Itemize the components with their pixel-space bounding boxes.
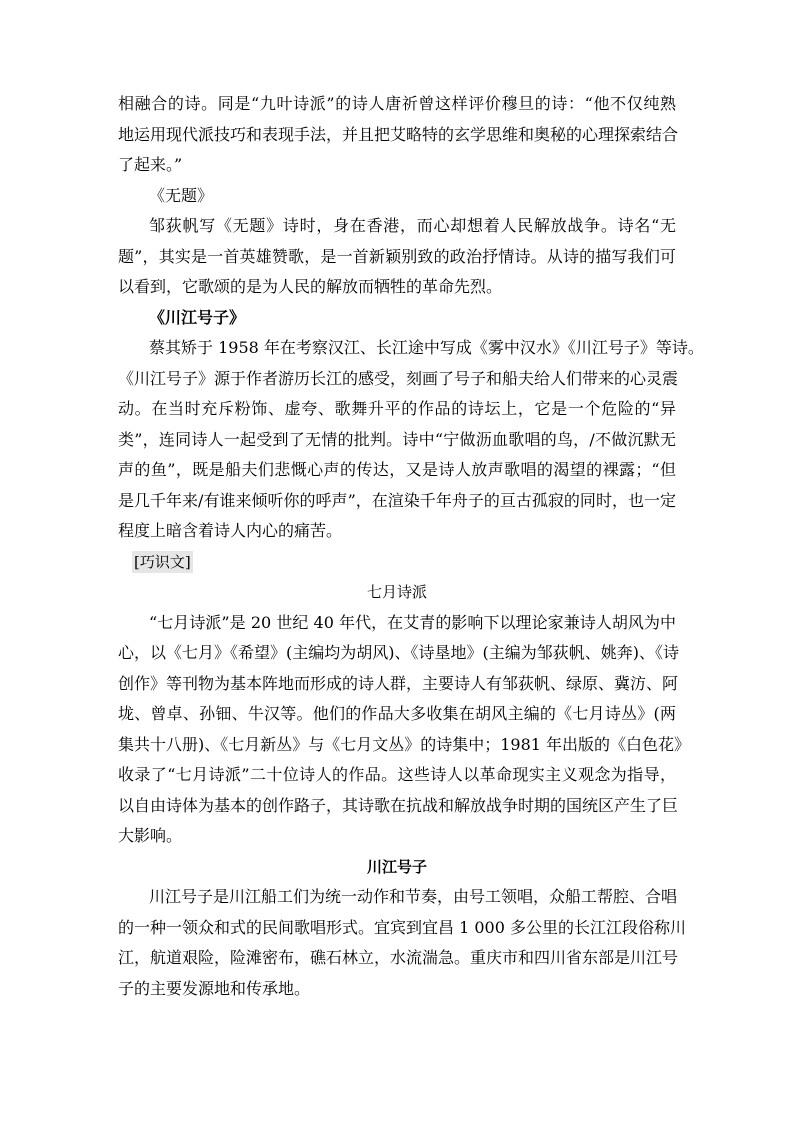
text-line: 程度上暗含着诗人内心的痛苦。 <box>118 521 343 540</box>
tag-row <box>118 547 676 578</box>
text-line: 江，航道艰险，险滩密布，礁石林立，水流湍急。重庆市和四川省东部是川江号 <box>118 948 679 967</box>
text-line: 集共十八册)、《七月新丛》与《七月文丛》的诗集中；1981 年出版的《白色花》 <box>118 734 691 754</box>
text-line: 川江号子是川江船工们为统一动作和节奏，由号工领唱，众船工帮腔、合唱 <box>149 887 678 906</box>
text-line: 地运用现代派技巧和表现手法，并且把艾略特的玄学思维和奥秘的心理探索结合 <box>118 124 679 144</box>
text-line: 收录了“七月诗派”二十位诗人的作品。这些诗人以革命现实主义观念为指导， <box>118 765 676 784</box>
text-line: 相融合的诗。同是“九叶诗派”的诗人唐祈曾这样评价穆旦的诗：“他不仅纯熟 <box>118 94 676 113</box>
heading-haozi: 川江号子 <box>366 857 427 876</box>
heading-qiyue: 七月诗派 <box>366 583 427 601</box>
text-line: 大影响。 <box>118 826 183 845</box>
section-title-chuanjiang: 《川江号子》 <box>149 307 246 327</box>
text-line: 以看到，它歌颂的是为人民的解放而牺牲的革命先烈。 <box>118 277 503 296</box>
text-line: 创作》等刊物为基本阵地而形成的诗人群，主要诗人有邹荻帆、绿原、冀汸、阿 <box>118 673 679 693</box>
text-line: 的一种一领众和式的民间歌唱形式。宜宾到宜昌 1 000 多公里的长江江段俗称川 <box>118 917 686 937</box>
text-line: 动。在当时充斥粉饰、虚夸、歌舞升平的作品的诗坛上，它是一个危险的“异 <box>118 399 676 418</box>
text-line: “七月诗派”是 20 世纪 40 年代，在艾青的影响下以理论家兼诗人胡风为中 <box>149 612 676 632</box>
text-line: 心，以《七月》《希望》(主编均为胡风)、《诗垦地》(主编为邹荻帆、姚奔)、《诗 <box>118 643 679 662</box>
text-line: 邹荻帆写《无题》诗时，身在香港，而心却想着人民解放战争。诗名“无 <box>149 216 676 235</box>
text-line: 子的主要发源地和传承地。 <box>118 978 311 998</box>
text-line: 垅、曾卓、孙钿、牛汉等。他们的作品大多收集在胡风主编的《七月诗丛》(两 <box>118 704 676 723</box>
text-line: 题”，其实是一首英雄赞歌，是一首新颖别致的政治抒情诗。从诗的描写我们可 <box>118 246 676 266</box>
text-line: 了起来。” <box>118 155 183 174</box>
text-line: 声的鱼”，既是船夫们悲慨心声的传达，又是诗人放声歌唱的渴望的裸露；“但 <box>118 460 676 479</box>
text-line: 是几千年来/有谁来倾听你的呼声”，在渲染千年舟子的亘古孤寂的同时，也一定 <box>118 490 676 510</box>
text-line: 类”，连同诗人一起受到了无情的批判。诗中“宁做沥血歌唱的鸟，/不做沉默无 <box>118 429 676 449</box>
document-body <box>118 89 704 1004</box>
section-tag: [巧识文] <box>134 552 191 571</box>
text-line: 《川江号子》源于作者游历长江的感受，刻画了号子和船夫给人们带来的心灵震 <box>118 368 679 388</box>
section-title-wuti: 《无题》 <box>149 185 214 205</box>
text-line: 以自由诗体为基本的创作路子，其诗歌在抗战和解放战争时期的国统区产生了巨 <box>118 795 679 815</box>
text-line: 蔡其矫于 1958 年在考察汉江、长江途中写成《雾中汉水》《川江号子》等诗。 <box>149 338 704 357</box>
